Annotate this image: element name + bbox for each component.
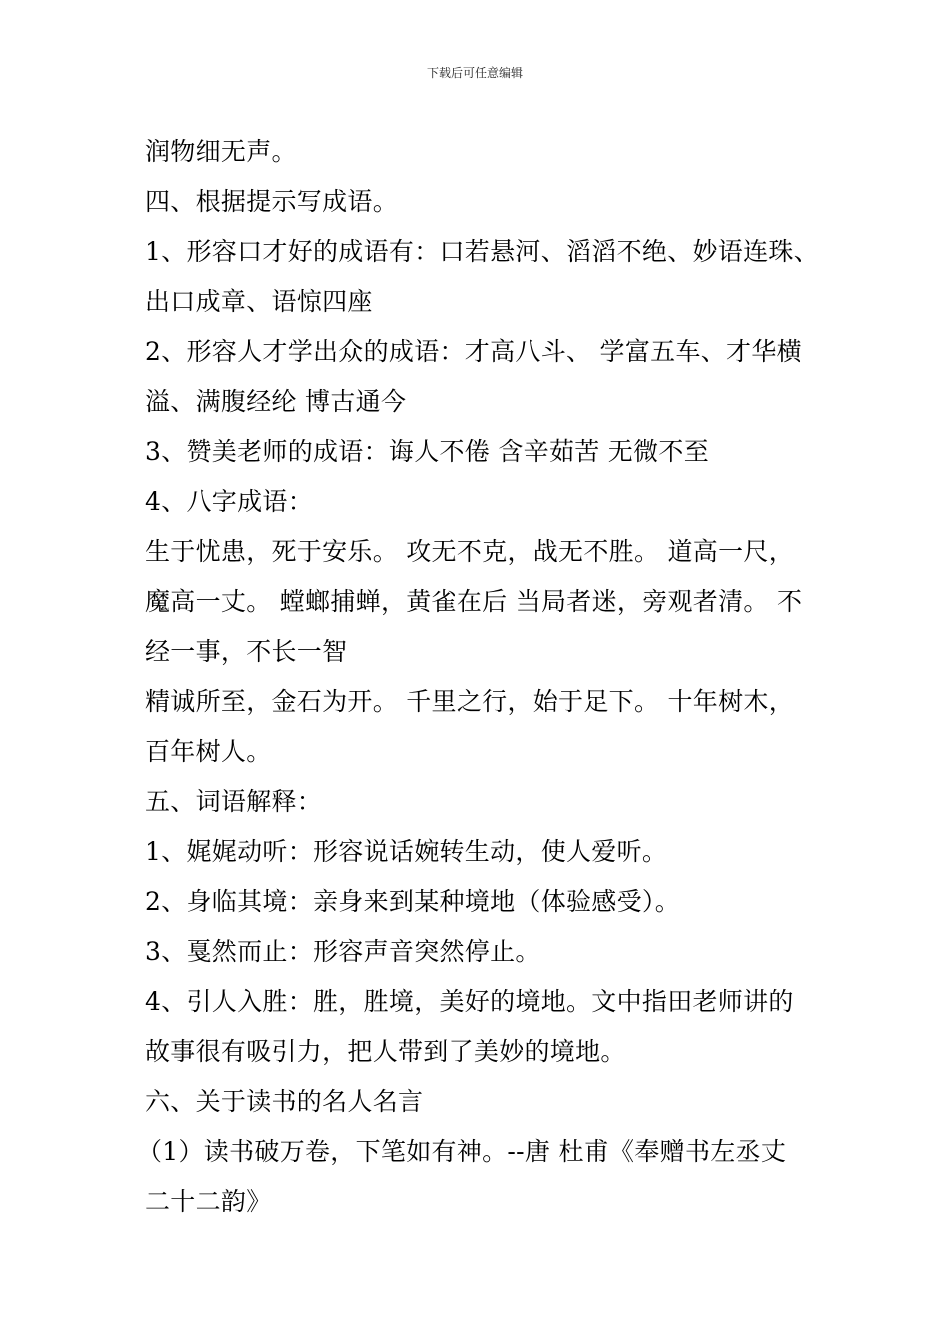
text-line: 精诚所至，金石为开。 千里之行，始于足下。 十年树木， xyxy=(145,687,794,716)
document-body xyxy=(137,127,845,1227)
text-line: 润物细无声。 xyxy=(145,137,297,166)
text-line: 魔高一丈。 螳螂捕蝉，黄雀在后 当局者迷，旁观者清。 不 xyxy=(145,587,803,616)
text-line: 故事很有吸引力，把人带到了美妙的境地。 xyxy=(145,1037,626,1066)
section-heading: 五、词语解释： xyxy=(145,787,323,816)
quote-line: （1）读书破万卷，下笔如有神。--唐 杜甫《奉赠书左丞丈 xyxy=(137,1137,787,1166)
text-line: 3、赞美老师的成语：诲人不倦 含辛茹苦 无微不至 xyxy=(145,437,710,466)
text-line: 1、形容口才好的成语有：口若悬河、滔滔不绝、妙语连珠、 xyxy=(145,237,820,266)
section-heading: 六、关于读书的名人名言 xyxy=(145,1087,424,1116)
section-heading: 四、根据提示写成语。 xyxy=(145,187,399,216)
text-line: 4、八字成语： xyxy=(145,487,314,516)
text-line: 1、娓娓动听：形容说话婉转生动，使人爱听。 xyxy=(145,837,668,866)
page-header: 下载后可任意编辑 xyxy=(426,66,523,80)
text-line: 2、形容人才学出众的成语：才高八斗、 学富五车、才华横 xyxy=(145,337,802,366)
quote-line: 二十二韵》 xyxy=(145,1187,272,1216)
text-line: 生于忧患，死于安乐。 攻无不克，战无不胜。 道高一尺， xyxy=(145,537,794,566)
text-line: 3、戛然而止：形容声音突然停止。 xyxy=(145,937,541,966)
text-line: 4、引人入胜：胜，胜境，美好的境地。文中指田老师讲的 xyxy=(145,987,794,1016)
text-line: 溢、满腹经纶 博古通今 xyxy=(145,387,407,416)
text-line: 百年树人。 xyxy=(145,737,272,766)
text-line: 2、身临其境：亲身来到某种境地（体验感受）。 xyxy=(145,887,681,916)
text-line: 出口成章、语惊四座 xyxy=(145,287,373,316)
text-line: 经一事，不长一智 xyxy=(145,637,348,666)
